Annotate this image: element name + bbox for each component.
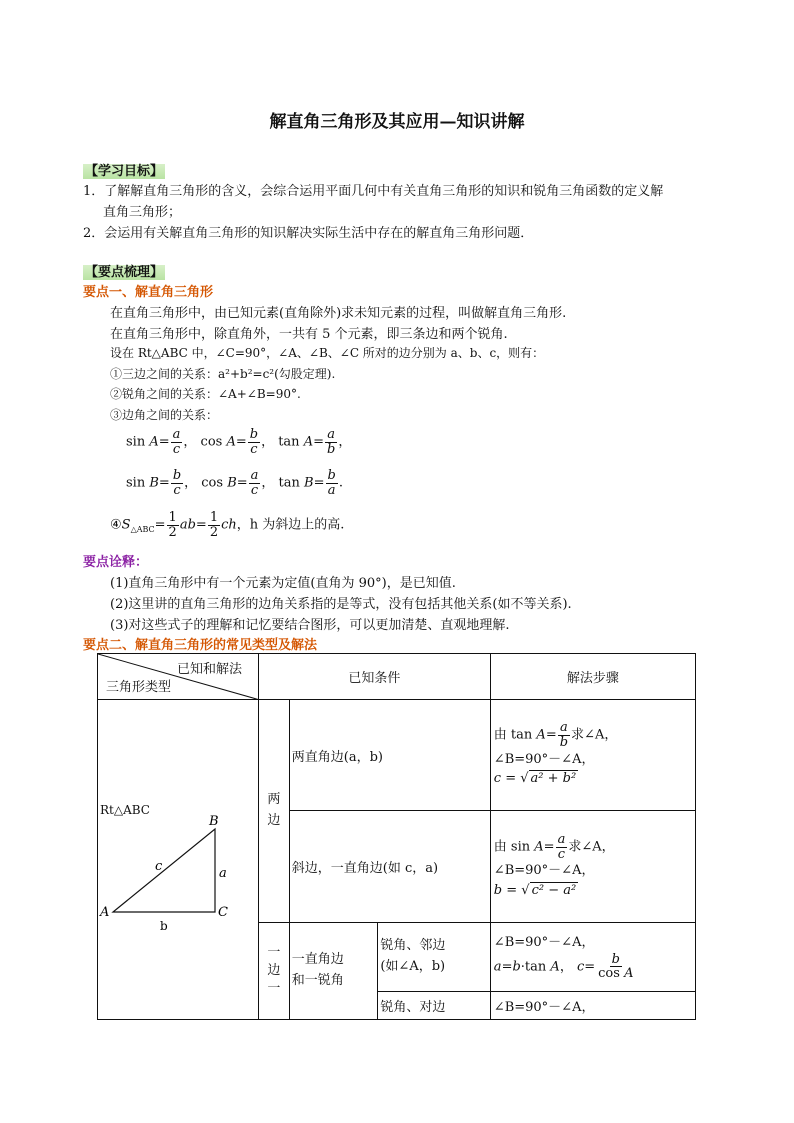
triangle-figure [98,810,258,930]
row2-steps: 由 sin A= $\frac{a}{c}$ 求∠A， ∠B=90°－∠A， b = √ c² − a² [490,811,695,923]
section-tag-goals: 【学习目标】 [85,164,164,179]
row2-condition: 斜边，一直角边(如 c，a) [289,811,490,923]
group-two-sides: 两 边 [259,700,290,923]
note-3: (3)对这些式子的理解和记忆要结合图形，可以更加清楚、直观地理解. [110,618,510,633]
group-one-side: 一 边 一 [259,923,290,1020]
section-2-title: 要点二、解直角三角形的常见类型及解法 [83,638,318,653]
side-c: c [155,859,163,874]
goal-1-line-1: 1．了解解直角三角形的含义，会综合运用平面几何中有关直角三角形的知识和锐角三角函数的定义解 [83,184,664,199]
note-title: 要点诠释： [83,555,149,570]
goal-1-line-2: 直角三角形； [103,205,182,220]
formula-row-A: sin A= $\frac{a}{c}$ ， cos A= $\frac{b}{c}$ ， tan A= $\frac{a}{b}$ ， [126,427,352,457]
header-diagonal-cell [98,654,259,700]
row1-steps: 由 tan A= $\frac{a}{b}$ 求∠A， ∠B=90°－∠A， c = √ a² + b² [490,700,695,811]
side-a: a [219,866,227,881]
row3-steps: ∠B=90°－∠A， a=b·tan A， c= $\frac{b}{\text{cos A}}$ [490,923,695,992]
header-conditions: 已知条件 [259,654,491,700]
vertex-A: A [100,905,110,920]
section-1-line-1: 在直角三角形中，由已知元素(直角除外)求未知元素的过程，叫做解直角三角形. [110,306,567,321]
section-1-line-6: ③边角之间的关系： [110,408,219,422]
section-1-line-4: ①三边之间的关系：a²+b²=c²(勾股定理). [110,367,336,381]
row3-sub: 锐角、邻边 (如∠A，b) [378,923,490,992]
section-1-title: 要点一、解直角三角形 [83,285,214,300]
section-1-line-5: ②锐角之间的关系：∠A+∠B=90°. [110,387,301,401]
side-b: b [160,919,168,930]
row1-condition: 两直角边(a，b) [289,700,490,811]
row4-steps: ∠B=90°－∠A， [490,992,695,1020]
section-1-line-3: 设在 Rt△ABC 中，∠C=90°，∠A、∠B、∠C 所对的边分别为 a、b、c，则有： [110,346,545,360]
vertex-B: B [209,814,219,829]
section-1-line-2: 在直角三角形中，除直角外，一共有 5 个元素，即三条边和两个锐角. [110,327,508,342]
formula-area: $④S_{\triangle ABC}=$ $\frac{1}{2}$ ab= $\frac{1}{2}$ ch，h 为斜边上的高. [110,510,345,540]
solution-table [97,653,696,1020]
type-cell [98,700,259,1020]
section-tag-points: 【要点梳理】 [85,265,164,280]
row4-sub: 锐角、对边 [378,992,490,1020]
goal-2: 2．会运用有关解直角三角形的知识解决实际生活中存在的解直角三角形问题． [83,226,534,241]
row3-condition: 一直角边 和一锐角 [289,923,378,1020]
note-1: (1)直角三角形中有一个元素为定值(直角为 90°)，是已知值. [110,576,456,591]
type-label: Rt△ABC [100,803,150,817]
vertex-C: C [218,905,228,920]
note-2: (2)这里讲的直角三角形的边角关系指的是等式，没有包括其他关系(如不等关系). [110,597,572,612]
header-bottom-label: 三角形类型 [106,680,172,695]
formula-row-B: sin B= $\frac{b}{c}$ ， cos B= $\frac{a}{c}$ ， tan B= $\frac{b}{a}$ . [126,468,343,498]
header-steps: 解法步骤 [490,654,695,700]
header-top-label: 已知和解法 [176,662,242,677]
page-title: 解直角三角形及其应用—知识讲解 [269,112,525,132]
